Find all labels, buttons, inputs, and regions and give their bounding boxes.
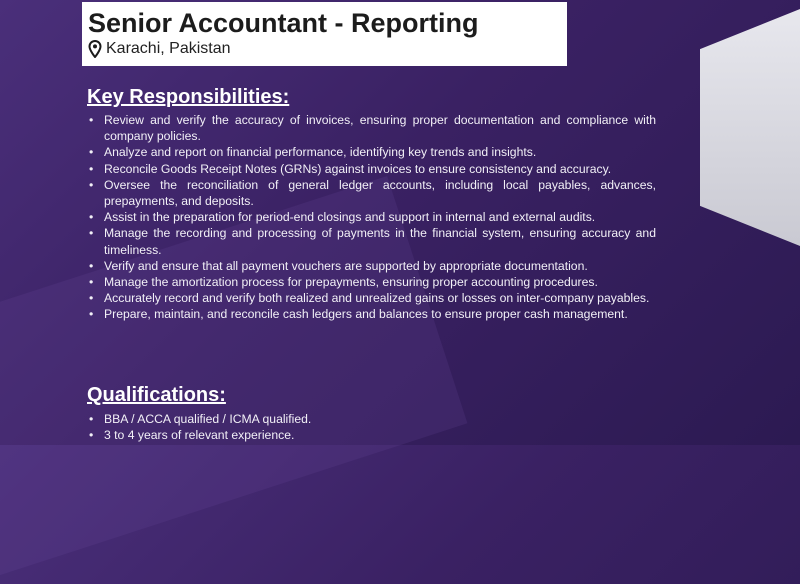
qualifications-heading: Qualifications: — [87, 384, 226, 406]
list-item: • Review and verify the accuracy of invoices, ensuring proper documentation and compliance with company policies. — [86, 112, 656, 144]
responsibilities-list — [86, 112, 656, 323]
decorative-shape — [700, 5, 800, 250]
map-pin-icon — [88, 40, 102, 58]
list-item: • Manage the recording and processing of payments in the financial system, ensuring accuracy and timeliness. — [86, 225, 656, 257]
list-item: • Reconcile Goods Receipt Notes (GRNs) against invoices to ensure consistency and accuracy. — [86, 161, 656, 177]
title-box — [82, 2, 567, 66]
job-title: Senior Accountant - Reporting — [88, 8, 479, 38]
list-item: • Accurately record and verify both realized and unrealized gains or losses on inter-company payables. — [86, 290, 656, 306]
list-item: • 3 to 4 years of relevant experience. — [86, 427, 656, 443]
location-text: Karachi, Pakistan — [106, 40, 231, 57]
list-item: • BBA / ACCA qualified / ICMA qualified. — [86, 411, 656, 427]
responsibilities-heading: Key Responsibilities: — [87, 86, 290, 108]
list-item: • Prepare, maintain, and reconcile cash ledgers and balances to ensure proper cash management. — [86, 306, 656, 322]
list-item: • Verify and ensure that all payment vouchers are supported by appropriate documentation. — [86, 258, 656, 274]
qualifications-list — [86, 411, 656, 443]
list-item: • Oversee the reconciliation of general ledger accounts, including local payables, advances, prepayments, and deposits. — [86, 177, 656, 209]
location — [88, 40, 567, 58]
list-item: • Manage the amortization process for prepayments, ensuring proper accounting procedures. — [86, 274, 656, 290]
list-item: • Analyze and report on financial performance, identifying key trends and insights. — [86, 144, 656, 160]
list-item: • Assist in the preparation for period-end closings and support in internal and external audits. — [86, 209, 656, 225]
